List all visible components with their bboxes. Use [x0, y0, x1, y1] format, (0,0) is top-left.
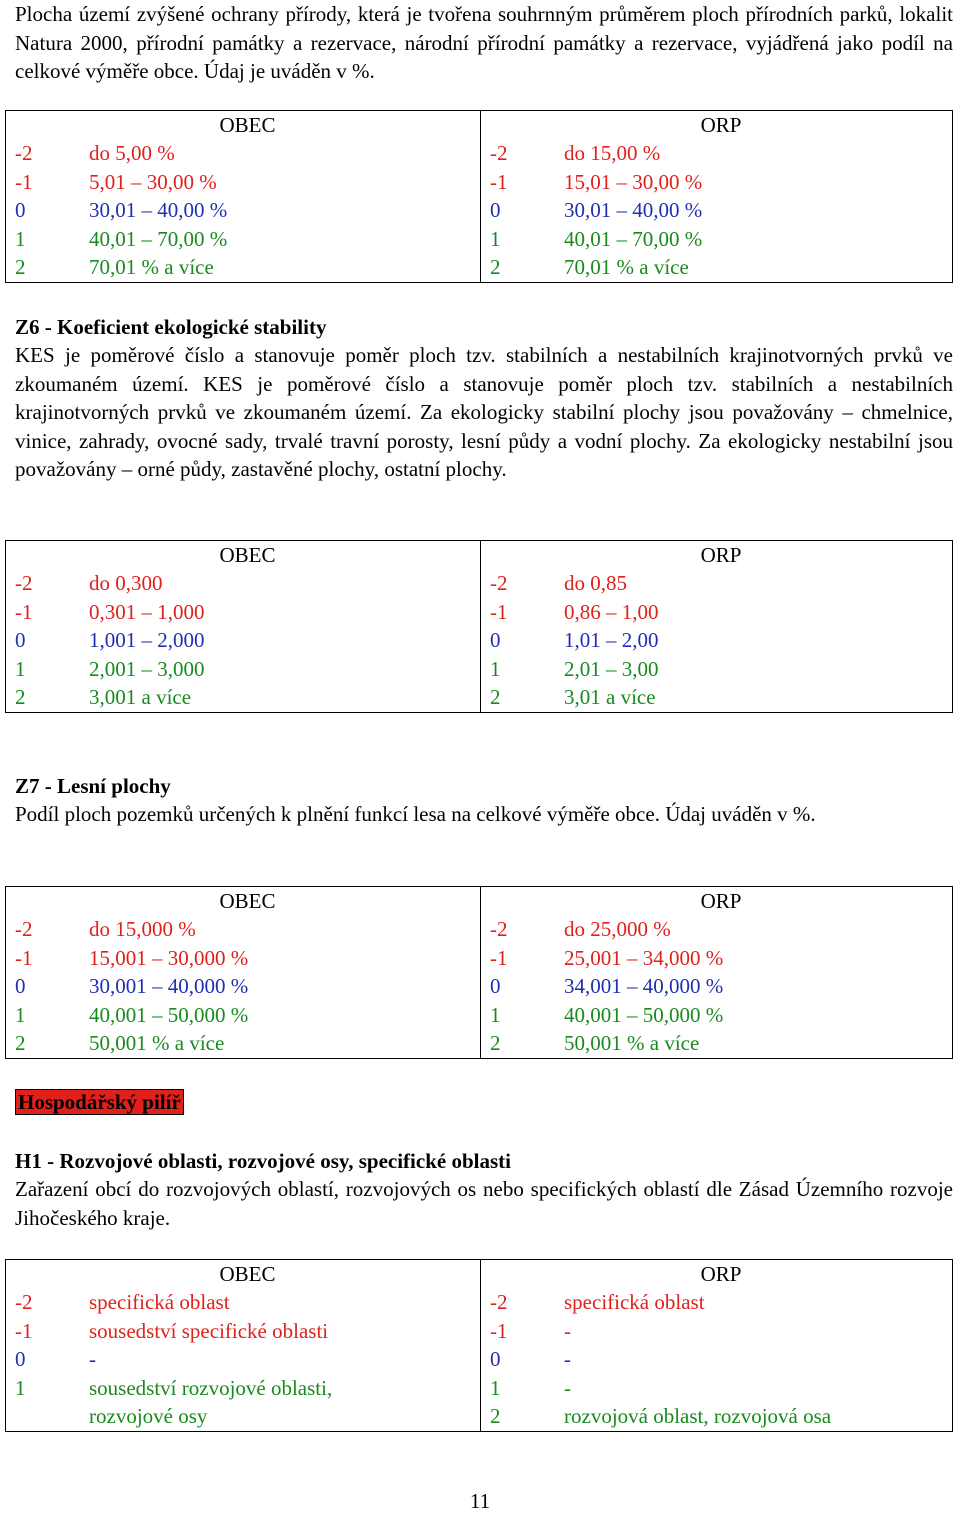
table-row: -2 specifická oblast	[490, 1290, 705, 1314]
orp-column	[481, 111, 953, 283]
table-row: 2 3,01 a více	[490, 685, 656, 709]
table-row: -2 specifická oblast	[15, 1290, 230, 1314]
table-row: 0 -	[490, 1347, 571, 1371]
column-header: ORP	[700, 889, 742, 913]
table-row: -1 15,001 – 30,000 %	[15, 945, 249, 970]
intro-paragraph: Plocha území zvýšené ochrany přírody, která je tvořena souhrnným průměrem ploch přírodních parků, lokalit Natura 2000, přírodní památky a rezervace, národní přírodní památky a rezervace, vyjádřená jako podíl na celkové výměře obce. Údaj je uváděn v %.	[15, 2, 953, 83]
section-heading-z7: Z7 - Lesní plochy	[15, 774, 171, 798]
obec-column	[6, 111, 481, 283]
table-row: 1 2,001 – 3,000	[15, 656, 205, 681]
table-row: 0 30,01 – 40,00 %	[15, 198, 228, 222]
table-row: -2 do 25,000 %	[490, 917, 671, 941]
table-row: 2 rozvojová oblast, rozvojová osa	[490, 1404, 832, 1428]
table-row: 2 50,001 % a více	[15, 1031, 225, 1055]
orp-column	[481, 541, 953, 713]
column-header: ORP	[700, 543, 742, 567]
column-header: ORP	[700, 113, 742, 137]
table-row: -1 -	[490, 1318, 571, 1343]
table-row: 0 -	[15, 1347, 96, 1371]
h1-paragraph: Zařazení obcí do rozvojových oblastí, rozvojových os nebo specifických oblastí dle Zásad Územního rozvoje Jihočeského kraje.	[15, 1177, 953, 1230]
score-table-1	[5, 110, 953, 283]
pillar-heading: Hospodářský pilíř	[15, 1089, 184, 1115]
section-heading-h1: H1 - Rozvojové oblasti, rozvojové osy, specifické oblasti	[15, 1149, 511, 1173]
table-row: 1 sousedství rozvojové oblasti,	[15, 1375, 333, 1400]
table-row: -1 0,301 – 1,000	[15, 599, 205, 624]
column-header: OBEC	[219, 889, 276, 913]
pillar-heading-wrap	[15, 1089, 184, 1115]
table-row: -1 5,01 – 30,00 %	[15, 169, 217, 194]
table-row: -1 0,86 – 1,00	[490, 599, 659, 624]
table-row: 0 1,01 – 2,00	[490, 628, 659, 652]
table-row: 1 40,001 – 50,000 %	[490, 1002, 724, 1027]
z7-paragraph: Podíl ploch pozemků určených k plnění funkcí lesa na celkové výměře obce. Údaj uváděn v %.	[15, 802, 816, 826]
section-heading-z6: Z6 - Koeficient ekologické stability	[15, 315, 327, 339]
table-row: 1 -	[490, 1375, 571, 1400]
column-header: OBEC	[219, 1262, 276, 1286]
table-row: -1 sousedství specifické oblasti	[15, 1318, 329, 1343]
table-row: 1 40,01 – 70,00 %	[15, 226, 228, 251]
table-row: -2 do 0,85	[490, 571, 627, 595]
table-row: 0 30,01 – 40,00 %	[490, 198, 703, 222]
page-number: 11	[469, 1489, 491, 1513]
column-header: OBEC	[219, 543, 276, 567]
obec-column	[6, 1260, 481, 1432]
orp-column	[481, 887, 953, 1059]
table-row: 0 1,001 – 2,000	[15, 628, 205, 652]
table-row: 1 2,01 – 3,00	[490, 656, 659, 681]
table-row: 1 40,01 – 70,00 %	[490, 226, 703, 251]
table-row: -1 15,01 – 30,00 %	[490, 169, 703, 194]
table-row: 2 70,01 % a více	[490, 255, 689, 279]
table-row: -2 do 0,300	[15, 571, 163, 595]
obec-column	[6, 541, 481, 713]
table-row: rozvojové osy	[89, 1404, 208, 1428]
table-row: 2 3,001 a více	[15, 685, 192, 709]
orp-column	[481, 1260, 953, 1432]
table-row: -2 do 5,00 %	[15, 141, 175, 165]
column-header: ORP	[700, 1262, 742, 1286]
table-row: 0 34,001 – 40,000 %	[490, 974, 724, 998]
score-table-3	[5, 886, 953, 1059]
score-table-2	[5, 540, 953, 713]
table-row: 2 50,001 % a více	[490, 1031, 700, 1055]
score-table-4	[5, 1259, 953, 1432]
table-row: 0 30,001 – 40,000 %	[15, 974, 249, 998]
table-row: 1 40,001 – 50,000 %	[15, 1002, 249, 1027]
table-row: -2 do 15,000 %	[15, 917, 196, 941]
table-row: -1 25,001 – 34,000 %	[490, 945, 724, 970]
table-row: -2 do 15,00 %	[490, 141, 661, 165]
obec-column	[6, 887, 481, 1059]
table-row: 2 70,01 % a více	[15, 255, 214, 279]
column-header: OBEC	[219, 113, 276, 137]
z6-paragraph: KES je poměrové číslo a stanovuje poměr ploch tzv. stabilních a nestabilních krajinotvorných prvků ve zkoumaném území. KES je poměrové číslo a stanovuje poměr ploch tzv. stabilních a nestabilních krajinotvorných prvků ve zkoumaném území. Za ekologicky stabilní plochy jsou považovány – chmelnice, vinice, zahrady, ovocné sady, trvalé travní porosty, lesní půdy a vodní plochy. Za ekologicky nestabilní jsou považovány – orné půdy, zastavěné plochy, ostatní plochy.	[15, 343, 953, 481]
